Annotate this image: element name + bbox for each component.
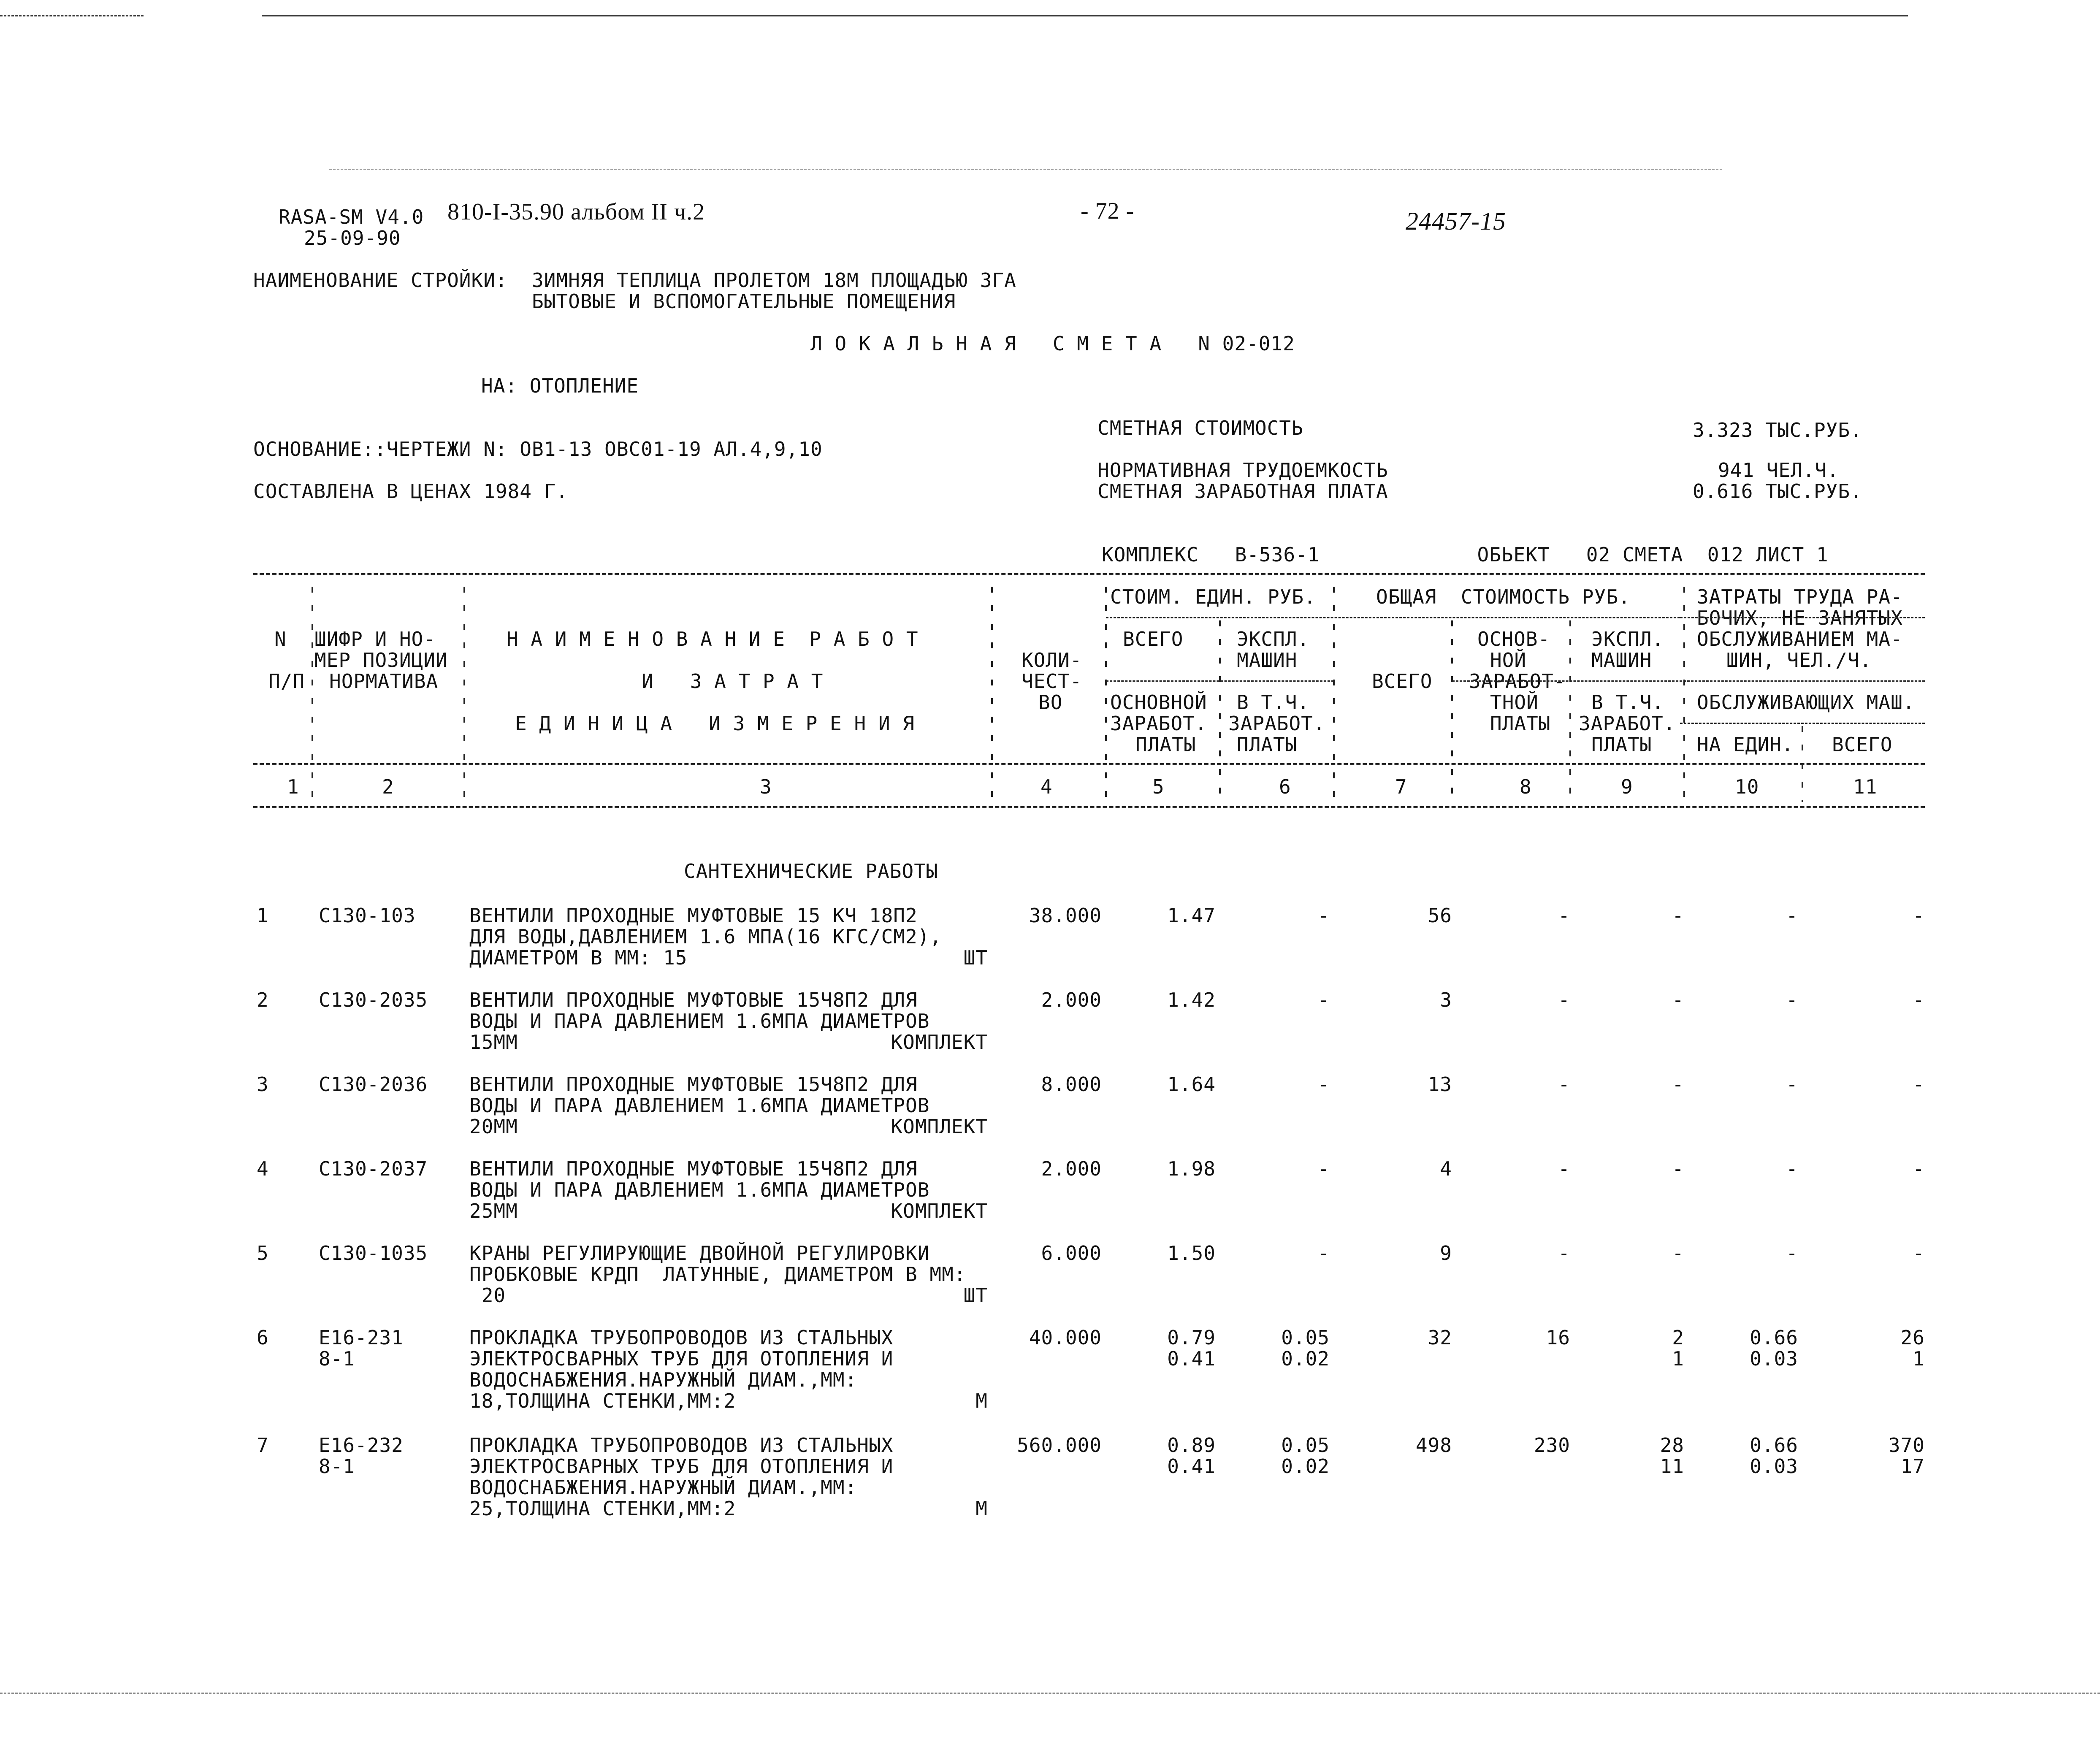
row-labor-per-unit: 0.03 bbox=[1750, 1455, 1798, 1478]
row-description: 25,ТОЛЩИНА СТЕНКИ,ММ:2 bbox=[469, 1497, 736, 1520]
hdr-qty-3: ВО bbox=[1038, 691, 1063, 714]
section-title: САНТЕХНИЧЕСКИЕ РАБОТЫ bbox=[684, 860, 938, 883]
hdr-tc-mw-1: В Т.Ч. bbox=[1591, 691, 1664, 714]
row-machine-cost: 1 bbox=[1672, 1347, 1684, 1370]
row-unit-cost-total: 0.89 bbox=[1167, 1434, 1216, 1457]
column-number-8: 8 bbox=[1520, 775, 1532, 798]
hdr-tc-main-5: ПЛАТЫ bbox=[1490, 712, 1551, 735]
row-unit-cost-total: 1.64 bbox=[1167, 1073, 1216, 1096]
row-base-wage: - bbox=[1558, 1242, 1570, 1265]
row-labor-per-unit: - bbox=[1786, 989, 1798, 1011]
row-description: ПРОКЛАДКА ТРУБОПРОВОДОВ ИЗ СТАЛЬНЫХ bbox=[469, 1434, 894, 1457]
row-total-cost: 3 bbox=[1440, 989, 1452, 1011]
column-number-10: 10 bbox=[1735, 775, 1759, 798]
row-unit-cost-machines: - bbox=[1317, 989, 1330, 1011]
row-unit-cost-machines: 0.05 bbox=[1281, 1326, 1330, 1349]
software-version: RASA-SM V4.0 bbox=[279, 206, 424, 228]
row-description: 15ММ bbox=[469, 1031, 518, 1054]
row-number: 4 bbox=[257, 1157, 269, 1180]
row-description: ВОДЫ И ПАРА ДАВЛЕНИЕМ 1.6МПА ДИАМЕТРОВ bbox=[469, 1094, 930, 1117]
labor-label: НОРМАТИВНАЯ ТРУДОЕМКОСТЬ bbox=[1097, 459, 1388, 482]
row-description: ВОДЫ И ПАРА ДАВЛЕНИЕМ 1.6МПА ДИАМЕТРОВ bbox=[469, 1010, 930, 1032]
column-number-4: 4 bbox=[1041, 775, 1053, 798]
row-base-wage: 16 bbox=[1546, 1326, 1570, 1349]
row-labor-total: 26 bbox=[1900, 1326, 1925, 1349]
row-labor-total: - bbox=[1913, 1073, 1925, 1096]
row-unit-cost-total: 0.79 bbox=[1167, 1326, 1216, 1349]
hdr-total-cost: ОБЩАЯ СТОИМОСТЬ РУБ. bbox=[1376, 585, 1631, 608]
hdr-unit-cost: СТОИМ. ЕДИН. РУБ. bbox=[1110, 585, 1316, 608]
hdr-tc-mw-3: ПЛАТЫ bbox=[1591, 733, 1652, 756]
row-labor-total: - bbox=[1913, 1157, 1925, 1180]
row-description: 20ММ bbox=[469, 1115, 518, 1138]
row-labor-total: 17 bbox=[1900, 1455, 1925, 1478]
print-date: 25-09-90 bbox=[304, 227, 401, 249]
row-code: С130-1035 bbox=[319, 1242, 428, 1265]
column-number-6: 6 bbox=[1279, 775, 1291, 798]
row-labor-total: 370 bbox=[1888, 1434, 1925, 1457]
hdr-unit-mach-2: МАШИН bbox=[1237, 649, 1298, 672]
hdr-pp: П/П bbox=[268, 670, 305, 693]
row-unit-cost-total: 1.98 bbox=[1167, 1157, 1216, 1180]
hdr-num: N bbox=[274, 628, 287, 650]
basis-line: ОСНОВАНИЕ::ЧЕРТЕЖИ N: ОВ1-13 ОВС01-19 АЛ.4,9,10 bbox=[253, 438, 823, 460]
row-code: 8-1 bbox=[319, 1455, 355, 1478]
hdr-tc-mw-2: ЗАРАБОТ. bbox=[1579, 712, 1676, 735]
row-total-cost: 56 bbox=[1428, 904, 1452, 927]
project-line-1: ЗИМНЯЯ ТЕПЛИЦА ПРОЛЕТОМ 18М ПЛОЩАДЬЮ 3ГА bbox=[532, 269, 1016, 292]
row-unit-cost-machines: - bbox=[1317, 1073, 1330, 1096]
row-description: 20 bbox=[469, 1284, 506, 1307]
row-description: ВЕНТИЛИ ПРОХОДНЫЕ МУФТОВЫЕ 15Ч8П2 ДЛЯ bbox=[469, 1073, 918, 1096]
row-number: 7 bbox=[257, 1434, 269, 1457]
hdr-unit-mw-2: ЗАРАБОТ. bbox=[1228, 712, 1325, 735]
album-reference: 810-I-35.90 альбом II ч.2 bbox=[447, 199, 705, 225]
hdr-code-3: НОРМАТИВА bbox=[329, 670, 439, 693]
hdr-desc-2: И З А Т Р А Т bbox=[642, 670, 824, 693]
row-labor-total: - bbox=[1913, 989, 1925, 1011]
hdr-unit-main-3: ПЛАТЫ bbox=[1135, 733, 1196, 756]
hdr-unit-main-2: ЗАРАБОТ. bbox=[1110, 712, 1207, 735]
estimate-title: Л О К А Л Ь Н А Я С М Е Т А N 02-012 bbox=[810, 332, 1295, 355]
row-quantity: 38.000 bbox=[1029, 904, 1102, 927]
hdr-unit-total: ВСЕГО bbox=[1123, 628, 1184, 650]
row-unit: ШТ bbox=[963, 946, 988, 969]
row-unit: КОМПЛЕКТ bbox=[891, 1031, 988, 1054]
row-machine-cost: - bbox=[1672, 989, 1684, 1011]
row-description: ЭЛЕКТРОСВАРНЫХ ТРУБ ДЛЯ ОТОПЛЕНИЯ И bbox=[469, 1347, 894, 1370]
project-label: НАИМЕНОВАНИЕ СТРОЙКИ: bbox=[253, 269, 508, 292]
row-unit-cost-total: 0.41 bbox=[1167, 1455, 1216, 1478]
hdr-unit-mw-1: В Т.Ч. bbox=[1237, 691, 1310, 714]
column-number-2: 2 bbox=[382, 775, 394, 798]
row-machine-cost: - bbox=[1672, 904, 1684, 927]
row-description: ДИАМЕТРОМ В ММ: 15 bbox=[469, 946, 688, 969]
row-unit-cost-machines: 0.02 bbox=[1281, 1455, 1330, 1478]
row-description: ПРОКЛАДКА ТРУБОПРОВОДОВ ИЗ СТАЛЬНЫХ bbox=[469, 1326, 894, 1349]
hdr-labor-4: ШИН, ЧЕЛ./Ч. bbox=[1726, 649, 1872, 672]
wage-value: 0.616 ТЫС.РУБ. bbox=[1693, 480, 1862, 503]
row-description: ПРОБКОВЫЕ КРДП ЛАТУННЫЕ, ДИАМЕТРОМ В ММ: bbox=[469, 1263, 966, 1286]
row-quantity: 2.000 bbox=[1041, 989, 1102, 1011]
column-number-5: 5 bbox=[1152, 775, 1165, 798]
hdr-code-2: МЕР ПОЗИЦИИ bbox=[314, 649, 448, 672]
row-description: 18,ТОЛЩИНА СТЕНКИ,ММ:2 bbox=[469, 1389, 736, 1412]
row-labor-per-unit: - bbox=[1786, 904, 1798, 927]
row-description: ВОДОСНАБЖЕНИЯ.НАРУЖНЫЙ ДИАМ.,ММ: bbox=[469, 1368, 857, 1391]
hdr-unit-mw-3: ПЛАТЫ bbox=[1237, 733, 1298, 756]
row-code: С130-2036 bbox=[319, 1073, 428, 1096]
stamp-number: 24457-15 bbox=[1406, 207, 1506, 235]
row-labor-total: - bbox=[1913, 904, 1925, 927]
cost-value: 3.323 ТЫС.РУБ. bbox=[1693, 419, 1862, 441]
row-labor-per-unit: 0.66 bbox=[1750, 1326, 1798, 1349]
row-description: ДЛЯ ВОДЫ,ДАВЛЕНИЕМ 1.6 МПА(16 КГС/СМ2), bbox=[469, 925, 942, 948]
row-unit-cost-machines: - bbox=[1317, 1242, 1330, 1265]
row-description: ВЕНТИЛИ ПРОХОДНЫЕ МУФТОВЫЕ 15Ч8П2 ДЛЯ bbox=[469, 1157, 918, 1180]
row-unit-cost-total: 1.47 bbox=[1167, 904, 1216, 927]
row-number: 2 bbox=[257, 989, 269, 1011]
row-description: ЭЛЕКТРОСВАРНЫХ ТРУБ ДЛЯ ОТОПЛЕНИЯ И bbox=[469, 1455, 894, 1478]
cost-label: СМЕТНАЯ СТОИМОСТЬ bbox=[1097, 417, 1303, 439]
row-base-wage: - bbox=[1558, 989, 1570, 1011]
row-labor-per-unit: 0.03 bbox=[1750, 1347, 1798, 1370]
hdr-tc-main-3: ЗАРАБОТ- bbox=[1469, 670, 1566, 693]
labor-value: 941 ЧЕЛ.Ч. bbox=[1718, 459, 1839, 482]
row-base-wage: 230 bbox=[1534, 1434, 1570, 1457]
row-number: 6 bbox=[257, 1326, 269, 1349]
table-rule-header-bottom bbox=[253, 763, 1925, 765]
row-unit-cost-machines: 0.02 bbox=[1281, 1347, 1330, 1370]
complex-line: КОМПЛЕКС В-536-1 ОБЬЕКТ 02 СМЕТА 012 ЛИСТ 1 bbox=[1102, 543, 1829, 566]
hdr-labor-1: ЗАТРАТЫ ТРУДА РА- bbox=[1697, 585, 1903, 608]
row-labor-per-unit: - bbox=[1786, 1157, 1798, 1180]
row-code: С130-2037 bbox=[319, 1157, 428, 1180]
row-quantity: 40.000 bbox=[1029, 1326, 1102, 1349]
row-machine-cost: - bbox=[1672, 1157, 1684, 1180]
row-machine-cost: 11 bbox=[1660, 1455, 1684, 1478]
hdr-desc-1: Н А И М Е Н О В А Н И Е Р А Б О Т bbox=[507, 628, 919, 650]
row-unit: М bbox=[975, 1389, 988, 1412]
row-labor-per-unit: - bbox=[1786, 1073, 1798, 1096]
hdr-code-1: ШИФР И НО- bbox=[314, 628, 436, 650]
row-code: 8-1 bbox=[319, 1347, 355, 1370]
page-number: - 72 - bbox=[1081, 198, 1135, 224]
row-quantity: 6.000 bbox=[1041, 1242, 1102, 1265]
hdr-labor-3: ОБСЛУЖИВАНИЕМ МА- bbox=[1697, 628, 1903, 650]
row-quantity: 2.000 bbox=[1041, 1157, 1102, 1180]
row-quantity: 560.000 bbox=[1017, 1434, 1102, 1457]
row-description: 25ММ bbox=[469, 1200, 518, 1222]
row-total-cost: 9 bbox=[1440, 1242, 1452, 1265]
row-unit-cost-total: 0.41 bbox=[1167, 1347, 1216, 1370]
column-number-1: 1 bbox=[287, 775, 299, 798]
column-number-9: 9 bbox=[1621, 775, 1633, 798]
row-base-wage: - bbox=[1558, 1073, 1570, 1096]
row-labor-total: - bbox=[1913, 1242, 1925, 1265]
row-unit: КОМПЛЕКТ bbox=[891, 1115, 988, 1138]
hdr-labor-2: БОЧИХ, НЕ ЗАНЯТЫХ bbox=[1697, 607, 1903, 629]
row-labor-per-unit: 0.66 bbox=[1750, 1434, 1798, 1457]
hdr-labor-unit: НА ЕДИН. bbox=[1697, 733, 1794, 756]
row-description: ВЕНТИЛИ ПРОХОДНЫЕ МУФТОВЫЕ 15Ч8П2 ДЛЯ bbox=[469, 989, 918, 1011]
row-code: С130-2035 bbox=[319, 989, 428, 1011]
row-machine-cost: 28 bbox=[1660, 1434, 1684, 1457]
row-labor-per-unit: - bbox=[1786, 1242, 1798, 1265]
hdr-labor-machine: ОБСЛУЖИВАЮЩИХ МАШ. bbox=[1697, 691, 1915, 714]
row-machine-cost: - bbox=[1672, 1242, 1684, 1265]
project-line-2: БЫТОВЫЕ И ВСПОМОГАТЕЛЬНЫЕ ПОМЕЩЕНИЯ bbox=[532, 290, 956, 313]
wage-label: СМЕТНАЯ ЗАРАБОТНАЯ ПЛАТА bbox=[1097, 480, 1388, 503]
row-number: 5 bbox=[257, 1242, 269, 1265]
row-description: ВОДЫ И ПАРА ДАВЛЕНИЕМ 1.6МПА ДИАМЕТРОВ bbox=[469, 1178, 930, 1201]
row-code: С130-103 bbox=[319, 904, 416, 927]
row-unit-cost-total: 1.42 bbox=[1167, 989, 1216, 1011]
row-number: 3 bbox=[257, 1073, 269, 1096]
row-base-wage: - bbox=[1558, 904, 1570, 927]
row-total-cost: 13 bbox=[1428, 1073, 1452, 1096]
row-unit-cost-machines: - bbox=[1317, 904, 1330, 927]
hdr-qty-1: КОЛИ- bbox=[1022, 649, 1082, 672]
row-total-cost: 4 bbox=[1440, 1157, 1452, 1180]
row-labor-total: 1 bbox=[1913, 1347, 1925, 1370]
row-unit: ШТ bbox=[963, 1284, 988, 1307]
row-quantity: 8.000 bbox=[1041, 1073, 1102, 1096]
prices-line: СОСТАВЛЕНА В ЦЕНАХ 1984 Г. bbox=[253, 480, 569, 503]
row-machine-cost: 2 bbox=[1672, 1326, 1684, 1349]
hdr-tc-mach-1: ЭКСПЛ. bbox=[1591, 628, 1664, 650]
hdr-tc-main-4: ТНОЙ bbox=[1490, 691, 1539, 714]
for-label: НА: ОТОПЛЕНИЕ bbox=[481, 374, 639, 397]
row-unit-cost-machines: 0.05 bbox=[1281, 1434, 1330, 1457]
hdr-qty-2: ЧЕСТ- bbox=[1022, 670, 1082, 693]
hdr-desc-3: Е Д И Н И Ц А И З М Е Р Е Н И Я bbox=[515, 712, 915, 735]
hdr-unit-main-1: ОСНОВНОЙ bbox=[1110, 691, 1207, 714]
row-machine-cost: - bbox=[1672, 1073, 1684, 1096]
row-code: Е16-232 bbox=[319, 1434, 404, 1457]
row-unit: КОМПЛЕКТ bbox=[891, 1200, 988, 1222]
row-description: ВЕНТИЛИ ПРОХОДНЫЕ МУФТОВЫЕ 15 КЧ 18П2 bbox=[469, 904, 918, 927]
column-number-11: 11 bbox=[1853, 775, 1878, 798]
row-unit-cost-machines: - bbox=[1317, 1157, 1330, 1180]
hdr-unit-mach-1: ЭКСПЛ. bbox=[1237, 628, 1310, 650]
row-number: 1 bbox=[257, 904, 269, 927]
hdr-tc-total: ВСЕГО bbox=[1372, 670, 1433, 693]
row-total-cost: 32 bbox=[1428, 1326, 1452, 1349]
row-base-wage: - bbox=[1558, 1157, 1570, 1180]
hdr-labor-total: ВСЕГО bbox=[1832, 733, 1893, 756]
row-unit-cost-total: 1.50 bbox=[1167, 1242, 1216, 1265]
row-total-cost: 498 bbox=[1415, 1434, 1452, 1457]
row-code: Е16-231 bbox=[319, 1326, 404, 1349]
hdr-tc-main-1: ОСНОВ- bbox=[1477, 628, 1550, 650]
row-description: КРАНЫ РЕГУЛИРУЮЩИЕ ДВОЙНОЙ РЕГУЛИРОВКИ bbox=[469, 1242, 930, 1265]
row-description: ВОДОСНАБЖЕНИЯ.НАРУЖНЫЙ ДИАМ.,ММ: bbox=[469, 1476, 857, 1499]
column-number-3: 3 bbox=[760, 775, 772, 798]
hdr-tc-main-2: НОЙ bbox=[1490, 649, 1527, 672]
column-number-7: 7 bbox=[1395, 775, 1407, 798]
row-unit: М bbox=[975, 1497, 988, 1520]
hdr-tc-mach-2: МАШИН bbox=[1591, 649, 1652, 672]
table-rule-numbers-bottom bbox=[253, 806, 1925, 808]
